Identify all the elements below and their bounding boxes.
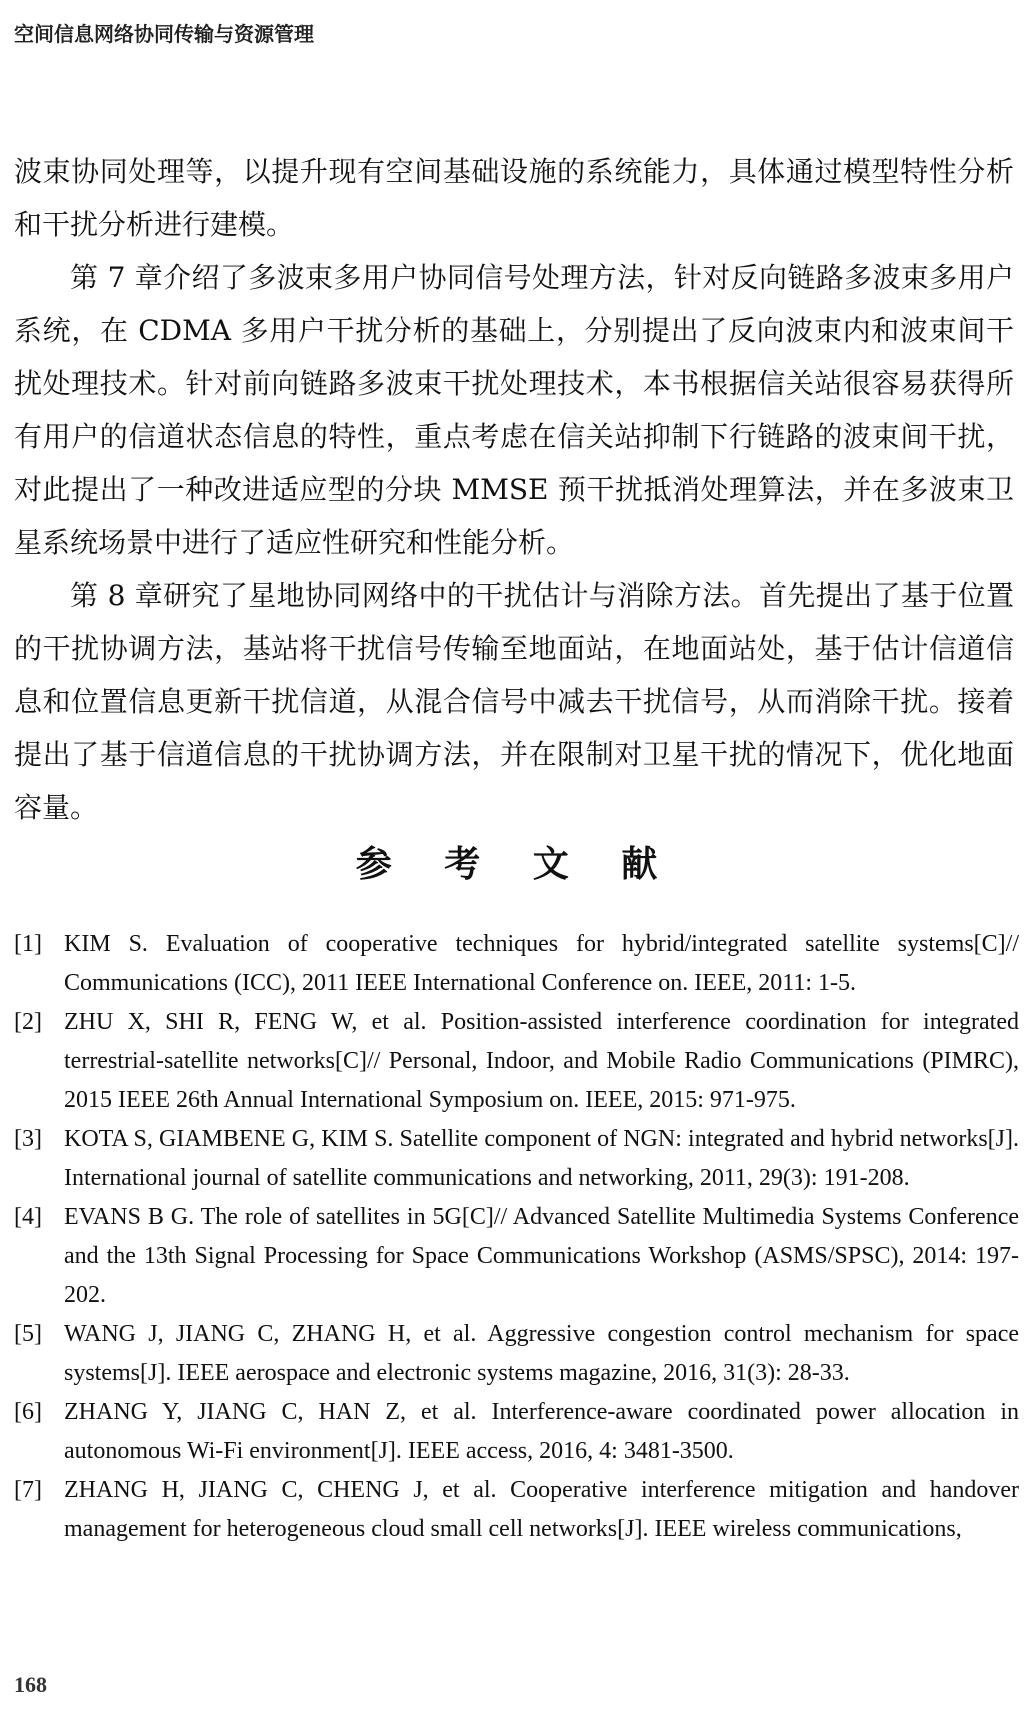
- page-number: 168: [14, 1672, 47, 1697]
- reference-number: [2]: [14, 1009, 42, 1035]
- reference-item: [14, 925, 1019, 1003]
- body-text: [14, 145, 1014, 834]
- paragraph-1: 波束协同处理等，以提升现有空间基础设施的系统能力，具体通过模型特性分析和干扰分析进行建模。: [14, 155, 1014, 241]
- reference-item: [14, 1198, 1019, 1315]
- reference-number: [5]: [14, 1321, 42, 1347]
- reference-number: [6]: [14, 1399, 42, 1425]
- reference-item: [14, 1393, 1019, 1471]
- reference-item: [14, 1315, 1019, 1393]
- reference-number: [4]: [14, 1204, 42, 1230]
- reference-item: [14, 1120, 1019, 1198]
- reference-text: ZHANG Y, JIANG C, HAN Z, et al. Interference-aware coordinated power allocation in autonomous Wi-Fi environment[J]. IEEE access, 2016, 4: 3481-3500.: [64, 1399, 1019, 1464]
- reference-list: [14, 925, 1019, 1549]
- reference-item: [14, 1003, 1019, 1120]
- reference-text: KOTA S, GIAMBENE G, KIM S. Satellite component of NGN: integrated and hybrid networks[J]. International journal of satellite communications and networking, 2011, 29(3): 191-208.: [64, 1126, 1019, 1191]
- running-header: 空间信息网络协同传输与资源管理: [14, 22, 314, 46]
- reference-text: WANG J, JIANG C, ZHANG H, et al. Aggressive congestion control mechanism for space systems[J]. IEEE aerospace and electronic systems magazine, 2016, 31(3): 28-33.: [64, 1321, 1019, 1386]
- reference-number: [3]: [14, 1126, 42, 1152]
- reference-text: ZHU X, SHI R, FENG W, et al. Position-assisted interference coordination for integrated terrestrial-satellite networks[C]// Personal, Indoor, and Mobile Radio Communications (PIMRC), 2015 IEEE 26th Annual International Symposium on. IEEE, 2015: 971-975.: [64, 1009, 1019, 1113]
- reference-number: [1]: [14, 931, 42, 957]
- paragraph-2: 第 7 章介绍了多波束多用户协同信号处理方法，针对反向链路多波束多用户系统，在 CDMA 多用户干扰分析的基础上，分别提出了反向波束内和波束间干扰处理技术。针对前向链路多波束干扰处理技术，本书根据信关站很容易获得所有用户的信道状态信息的特性，重点考虑在信关站抑制下行链路的波束间干扰，对此提出了一种改进适应型的分块 MMSE 预干扰抵消处理算法，并在多波束卫星系统场景中进行了适应性研究和性能分析。: [14, 261, 1014, 559]
- reference-item: [14, 1471, 1019, 1549]
- references-heading: 参 考 文 献: [355, 844, 678, 885]
- reference-text: EVANS B G. The role of satellites in 5G[C]// Advanced Satellite Multimedia Systems Conference and the 13th Signal Processing for Space Communications Workshop (ASMS/SPSC), 2014: 197-202.: [64, 1204, 1019, 1308]
- reference-text: ZHANG H, JIANG C, CHENG J, et al. Cooperative interference mitigation and handover management for heterogeneous cloud small cell networks[J]. IEEE wireless communications,: [64, 1477, 1019, 1542]
- paragraph-3: 第 8 章研究了星地协同网络中的干扰估计与消除方法。首先提出了基于位置的干扰协调方法，基站将干扰信号传输至地面站，在地面站处，基于估计信道信息和位置信息更新干扰信道，从混合信号中减去干扰信号，从而消除干扰。接着提出了基于信道信息的干扰协调方法，并在限制对卫星干扰的情况下，优化地面容量。: [14, 579, 1014, 824]
- reference-text: KIM S. Evaluation of cooperative techniques for hybrid/integrated satellite systems[C]// Communications (ICC), 2011 IEEE International Conference on. IEEE, 2011: 1-5.: [64, 931, 1019, 996]
- reference-number: [7]: [14, 1477, 42, 1503]
